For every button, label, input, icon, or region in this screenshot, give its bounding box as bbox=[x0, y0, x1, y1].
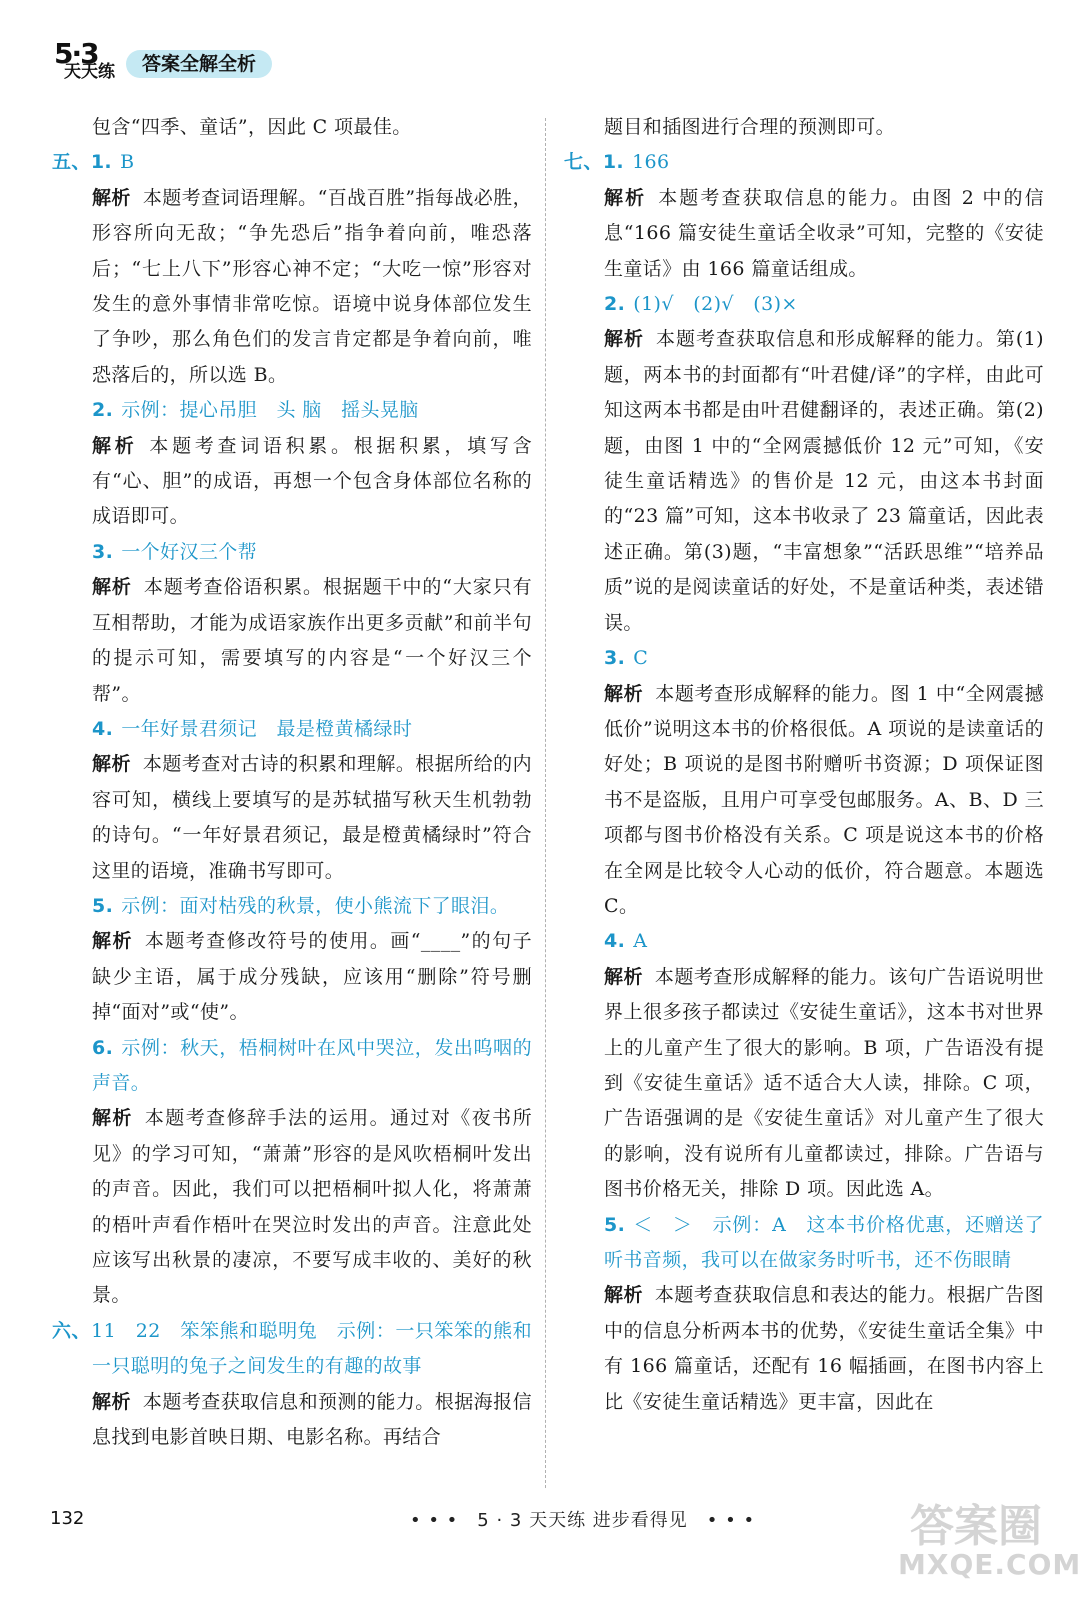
question-number: 3. bbox=[92, 540, 114, 563]
analysis-label: 解析 bbox=[92, 186, 131, 209]
paragraph bbox=[92, 535, 532, 570]
paragraph bbox=[92, 889, 532, 924]
analysis-label: 解析 bbox=[92, 576, 132, 599]
body-text: 本题考查对古诗的积累和理解。根据所给的内容可知，横线上要填写的是苏轼描写秋天生机勃勃的诗句。“一年好景君须记，最是橙黄橘绿时”符合这里的语境，准确书写即可。 bbox=[92, 753, 532, 882]
question-number: 5. bbox=[92, 894, 114, 917]
paragraph bbox=[604, 924, 1044, 959]
body-text: 本题考查修改符号的使用。画“____”的句子缺少主语，属于成分残缺，应该用“删除”符号删掉“面对”或“使”。 bbox=[92, 930, 532, 1024]
paragraph bbox=[564, 145, 1044, 180]
paragraph bbox=[604, 287, 1044, 322]
analysis-label: 解析 bbox=[604, 186, 647, 209]
body-text: 包含“四季、童话”，因此 C 项最佳。 bbox=[92, 116, 412, 138]
answer-text: B bbox=[120, 151, 135, 174]
question-number: 3. bbox=[604, 647, 626, 670]
body-text: 本题考查获取信息和预测的能力。根据海报信息找到电影首映日期、电影名称。再结合 bbox=[92, 1390, 532, 1449]
analysis-label: 解析 bbox=[92, 753, 131, 776]
left-column bbox=[52, 110, 532, 1455]
paragraph bbox=[604, 110, 1044, 145]
analysis-label: 解析 bbox=[92, 1390, 131, 1413]
body-text: 题目和插图进行合理的预测即可。 bbox=[604, 116, 896, 138]
answer-text: 166 bbox=[632, 151, 670, 174]
logo-bottom: 天天练 bbox=[64, 62, 115, 82]
answer-text: ＜ ＞ 示例：A 这本书价格优惠，还赠送了听书音频，我可以在做家务时听书，还不伤眼睛 bbox=[604, 1213, 1044, 1271]
body-text: 本题考查获取信息和形成解释的能力。第(1)题，两本书的封面都有“叶君健/译”的字样，由此可知这两本书都是由叶君健翻译的，表述正确。第(2)题，由图 1 中的“全网震撼低价 12 元”可知，《安徒生童话精选》的售价是 12 元，由这本书封面的“23 篇”可知，这本书收录了 23 篇童话，因此表述正确。第(3)题，“丰富想象”“活跃思维”“培养品质”说的是阅读童话的好处，不是童话种类，表述错误。 bbox=[604, 328, 1044, 634]
footer-slogan: • • • 5 · 3 天天练 进步看得见 • • • bbox=[410, 1510, 756, 1531]
logo-top: 5·3 bbox=[54, 37, 98, 70]
right-column bbox=[564, 110, 1044, 1420]
body-text: 本题考查词语理解。“百战百胜”指每战必胜，形容所向无敌；“争先恐后”指争着向前，唯恐落后；“七上八下”形容心神不定；“大吃一惊”形容对发生的意外事情非常吃惊。语境中说身体部位发生了争吵，那么角色们的发言肯定都是争着向前，唯恐落后的，所以选 B。 bbox=[92, 186, 532, 386]
paragraph bbox=[92, 712, 532, 747]
question-number: 2. bbox=[92, 399, 114, 422]
paragraph bbox=[604, 322, 1044, 641]
analysis-label: 解析 bbox=[92, 930, 133, 953]
section-label: 六、 bbox=[52, 1319, 92, 1342]
paragraph bbox=[604, 1208, 1044, 1279]
watermark-line2: MXQE.COM bbox=[898, 1548, 1082, 1581]
body-text: 本题考查形成解释的能力。图 1 中“全网震撼低价”说明这本书的价格很低。A 项说的是读童话的好处；B 项说的是图书附赠听书资源；D 项保证图书不是盗版，且用户可享受包邮服务。A、B、D 三项都与图书价格没有关系。C 项是说这本书的价格在全网是比较令人心动的低价，符合题意。本题选 C。 bbox=[604, 682, 1044, 917]
paragraph bbox=[92, 181, 532, 393]
analysis-label: 解析 bbox=[92, 1107, 133, 1130]
answer-text: 示例：提心吊胆 头 脑 摇头晃脑 bbox=[121, 399, 419, 422]
paragraph bbox=[92, 747, 532, 889]
body-text: 本题考查形成解释的能力。该句广告语说明世界上很多孩子都读过《安徒生童话》，这本书对世界上的儿童产生了很大的影响。B 项，广告语没有提到《安徒生童话》适不适合大人读，排除。C 项，广告语强调的是《安徒生童话》对儿童产生了很大的影响，没有说所有儿童都读过，排除。广告语与图书价格无关，排除 D 项。因此选 A。 bbox=[604, 965, 1044, 1201]
answer-text: 11 22 笨笨熊和聪明兔 示例：一只笨笨的熊和一只聪明的兔子之间发生的有趣的故事 bbox=[91, 1319, 532, 1378]
section-label: 七、 bbox=[564, 151, 603, 174]
body-text: 本题考查获取信息和表达的能力。根据广告图中的信息分析两本书的优势，《安徒生童话全集》中有 166 篇童话，还配有 16 幅插画，在图书内容上比《安徒生童话精选》更丰富，因此在 bbox=[604, 1284, 1044, 1413]
paragraph bbox=[92, 110, 532, 145]
answer-text: 示例：面对枯残的秋景，使小熊流下了眼泪。 bbox=[121, 894, 510, 917]
paragraph bbox=[604, 181, 1044, 287]
paragraph bbox=[52, 1314, 532, 1385]
answer-text: (1)√ (2)√ (3)× bbox=[633, 293, 798, 316]
question-number: 1. bbox=[90, 151, 113, 174]
paragraph bbox=[92, 429, 532, 535]
paragraph bbox=[92, 1385, 532, 1456]
analysis-label: 解析 bbox=[604, 328, 644, 351]
answer-text: 示例：秋天，梧桐树叶在风中哭泣，发出呜咽的声音。 bbox=[92, 1036, 532, 1094]
question-number: 4. bbox=[92, 717, 114, 740]
paragraph bbox=[92, 924, 532, 1030]
answer-text: 一个好汉三个帮 bbox=[121, 540, 258, 563]
paragraph bbox=[92, 393, 532, 428]
answer-text: 一年好景君须记 最是橙黄橘绿时 bbox=[121, 717, 413, 740]
section-label: 五、 bbox=[52, 151, 91, 174]
paragraph bbox=[604, 960, 1044, 1208]
column-divider bbox=[545, 118, 546, 1488]
question-number: 6. bbox=[92, 1036, 114, 1059]
answer-text: A bbox=[633, 930, 648, 953]
analysis-label: 解析 bbox=[604, 682, 644, 705]
paragraph bbox=[604, 677, 1044, 925]
paragraph bbox=[604, 1278, 1044, 1420]
answer-text: C bbox=[633, 647, 649, 670]
body-text: 本题考查词语积累。根据积累，填写含有“心、胆”的成语，再想一个包含身体部位名称的成语即可。 bbox=[92, 434, 532, 528]
paragraph bbox=[52, 145, 532, 180]
paragraph bbox=[604, 641, 1044, 676]
paragraph bbox=[92, 1031, 532, 1102]
question-number: 5. bbox=[604, 1213, 626, 1236]
analysis-label: 解析 bbox=[604, 1284, 643, 1307]
body-text: 本题考查修辞手法的运用。通过对《夜书所见》的学习可知，“萧萧”形容的是风吹梧桐叶发出的声音。因此，我们可以把梧桐叶拟人化，将萧萧的梧叶声看作梧叶在哭泣时发出的声音。注意此处应该写出秋景的凄凉，不要写成丰收的、美好的秋景。 bbox=[92, 1107, 532, 1307]
question-number: 4. bbox=[604, 930, 626, 953]
body-text: 本题考查获取信息的能力。由图 2 中的信息“166 篇安徒生童话全收录”可知，完整的《安徒生童话》由 166 篇童话组成。 bbox=[604, 186, 1044, 280]
page-header bbox=[50, 38, 650, 90]
body-text: 本题考查俗语积累。根据题干中的“大家只有互相帮助，才能为成语家族作出更多贡献”和前半句的提示可知，需要填写的内容是“一个好汉三个帮”。 bbox=[92, 576, 532, 705]
question-number: 1. bbox=[602, 151, 625, 174]
watermark-line1: 答案圈 bbox=[910, 1501, 1042, 1552]
analysis-label: 解析 bbox=[604, 965, 643, 988]
watermark bbox=[890, 1490, 1080, 1590]
header-title: 答案全解全析 bbox=[126, 50, 272, 78]
paragraph bbox=[92, 570, 532, 712]
brand-logo bbox=[50, 37, 128, 86]
paragraph bbox=[92, 1101, 532, 1313]
question-number: 2. bbox=[604, 293, 626, 316]
page-number: 132 bbox=[50, 1508, 85, 1529]
analysis-label: 解析 bbox=[92, 434, 138, 457]
